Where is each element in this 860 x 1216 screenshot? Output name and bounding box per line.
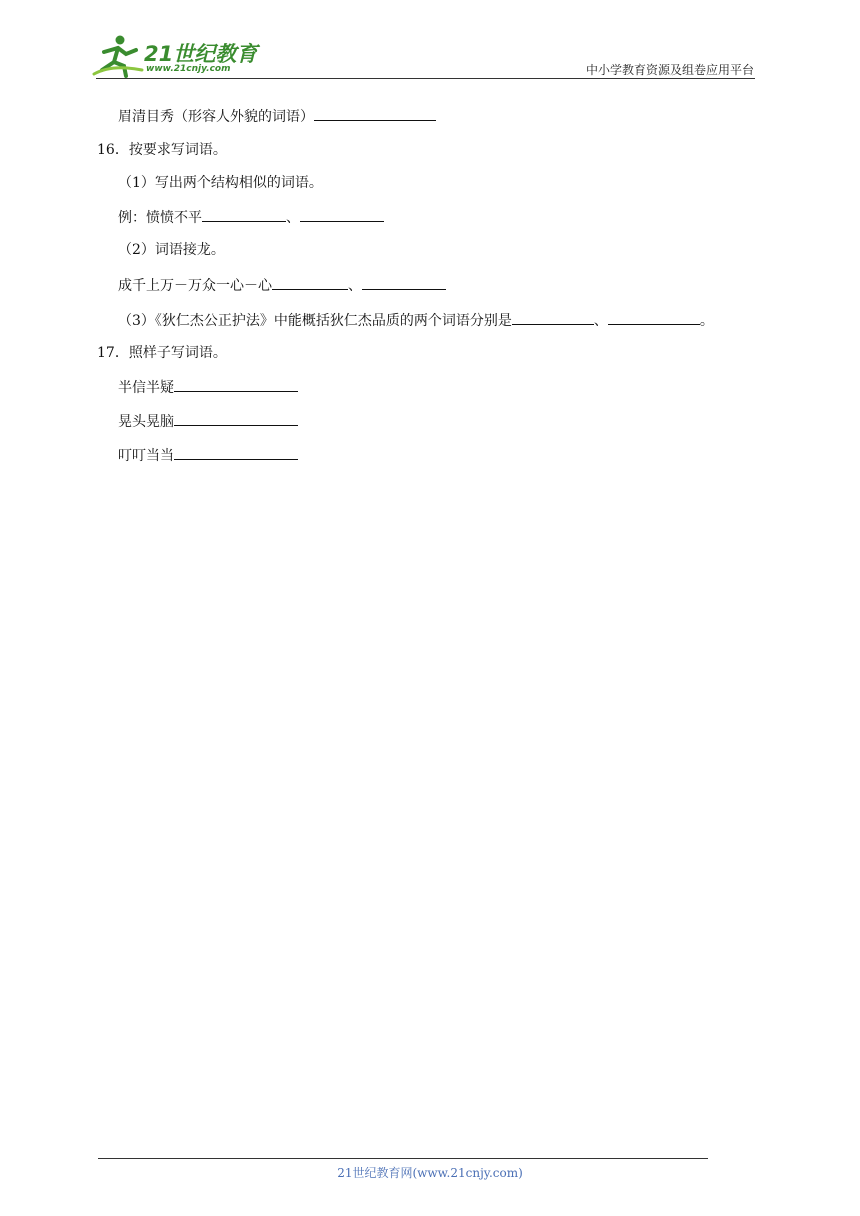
site-logo xyxy=(92,34,262,78)
q17-item-text: 半信半疑 xyxy=(118,380,174,396)
q16-part1: （1）写出两个结构相似的词语。 xyxy=(118,175,323,191)
q15-item xyxy=(118,106,436,126)
separator: 、 xyxy=(593,313,608,329)
footer-site-link[interactable]: 21世纪教育网(www.21cnjy.com) xyxy=(337,1166,523,1180)
answer-blank[interactable] xyxy=(174,377,298,392)
runner-logo-icon xyxy=(92,34,146,78)
q17-item-text: 叮叮当当 xyxy=(118,448,174,464)
header-divider xyxy=(96,78,755,79)
q17-item xyxy=(118,445,298,465)
example-text: 例：愤愤不平 xyxy=(118,210,202,226)
answer-blank[interactable] xyxy=(512,310,594,325)
q16-part2: （2）词语接龙。 xyxy=(118,242,225,258)
separator: 、 xyxy=(348,278,362,294)
q17-item-text: 晃头晃脑 xyxy=(118,414,174,430)
answer-blank[interactable] xyxy=(174,445,298,460)
chain-text: 成千上万－万众一心－心 xyxy=(118,278,272,294)
logo-title: 21世纪教育 xyxy=(144,42,258,66)
answer-blank[interactable] xyxy=(314,106,436,121)
q16-part1-example xyxy=(118,207,384,227)
q17-title: 17．照样子写词语。 xyxy=(97,345,227,361)
answer-blank[interactable] xyxy=(174,411,298,426)
answer-blank[interactable] xyxy=(362,275,446,290)
answer-blank[interactable] xyxy=(608,310,700,325)
q17-item xyxy=(118,377,298,397)
logo-url: www.21cnjy.com xyxy=(146,64,231,74)
answer-blank[interactable] xyxy=(272,275,348,290)
q16-part3 xyxy=(118,310,714,330)
separator: 、 xyxy=(286,210,300,226)
part3-text: （3）《狄仁杰公正护法》中能概括狄仁杰品质的两个词语分别是 xyxy=(118,313,512,329)
period: 。 xyxy=(699,313,714,329)
answer-blank[interactable] xyxy=(300,207,384,222)
q15-item-text: 眉清目秀（形容人外貌的词语） xyxy=(118,109,314,125)
q16-part2-chain xyxy=(118,275,446,295)
q16-title: 16．按要求写词语。 xyxy=(97,142,227,158)
platform-name: 中小学教育资源及组卷应用平台 xyxy=(585,63,754,77)
q17-item xyxy=(118,411,298,431)
footer-divider xyxy=(98,1158,708,1159)
answer-blank[interactable] xyxy=(202,207,286,222)
